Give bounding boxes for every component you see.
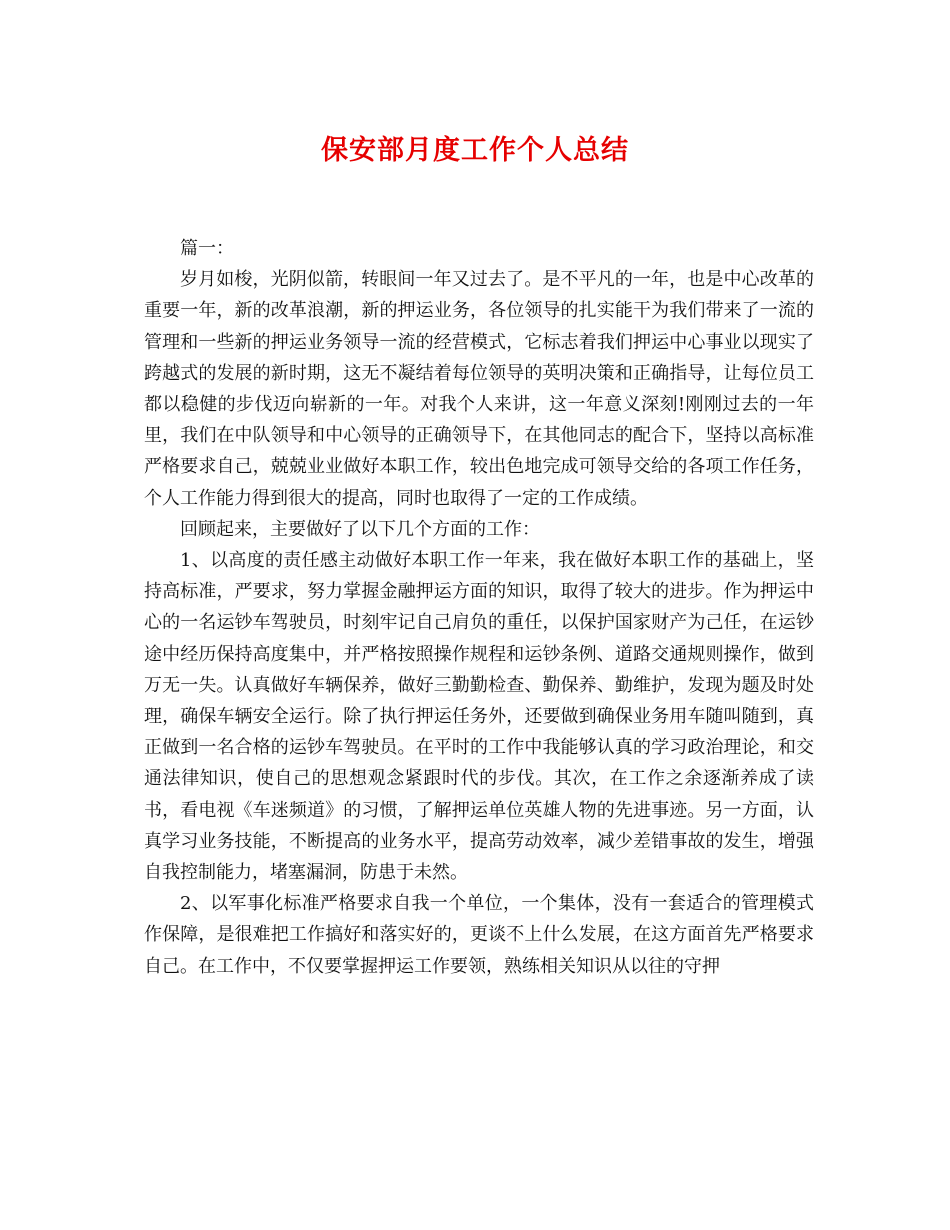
paragraph-review: 回顾起来，主要做好了以下几个方面的工作： xyxy=(180,518,540,540)
paragraph-point-2: 2、以军事化标准严格要求自我一个单位，一个集体，没有一套适合的管理模式作保障，是很难把工作搞好和落实好的，更谈不上什么发展，在这方面首先严格要求自己。在工作中，不仅要掌握押运工作要领，熟练相关知识从以往的守押 xyxy=(144,893,814,977)
document-body xyxy=(144,233,814,982)
paragraph-intro: 岁月如梭，光阴似箭，转眼间一年又过去了。是不平凡的一年，也是中心改革的重要一年，新的改革浪潮，新的押运业务，各位领导的扎实能干为我们带来了一流的管理和一些新的押运业务领导一流的经营模式，它标志着我们押运中心事业以现实了跨越式的发展的新时期，这无不凝结着每位领导的英明决策和正确指导，让每位员工都以稳健的步伐迈向崭新的一年。对我个人来讲，这一年意义深刻!刚刚过去的一年里，我们在中队领导和中心领导的正确领导下，在其他同志的配合下，坚持以高标准严格要求自己，兢兢业业做好本职工作，较出色地完成可领导交给的各项工作任务，个人工作能力得到很大的提高，同时也取得了一定的工作成绩。 xyxy=(144,269,814,509)
document-title: 保安部月度工作个人总结 xyxy=(321,135,629,166)
paragraph-point-1: 1、以高度的责任感主动做好本职工作一年来，我在做好本职工作的基础上，坚持高标准，严要求，努力掌握金融押运方面的知识，取得了较大的进步。作为押运中心的一名运钞车驾驶员，时刻牢记自己肩负的重任，以保护国家财产为己任，在运钞途中经历保持高度集中，并严格按照操作规程和运钞条例、道路交通规则操作，做到万无一失。认真做好车辆保养，做好三勤勤检查、勤保养、勤维护，发现为题及时处理，确保车辆安全运行。除了执行押运任务外，还要做到确保业务用车随叫随到，真正做到一名合格的运钞车驾驶员。在平时的工作中我能够认真的学习政治理论，和交通法律知识，使自己的思想观念紧跟时代的步伐。其次，在工作之余逐渐养成了读书，看电视《车迷频道》的习惯，了解押运单位英雄人物的先进事迹。另一方面，认真学习业务技能，不断提高的业务水平，提高劳动效率，减少差错事故的发生，增强自我控制能力，堵塞漏洞，防患于未然。 xyxy=(144,550,814,884)
paragraph-section-label: 篇一： xyxy=(180,238,234,259)
